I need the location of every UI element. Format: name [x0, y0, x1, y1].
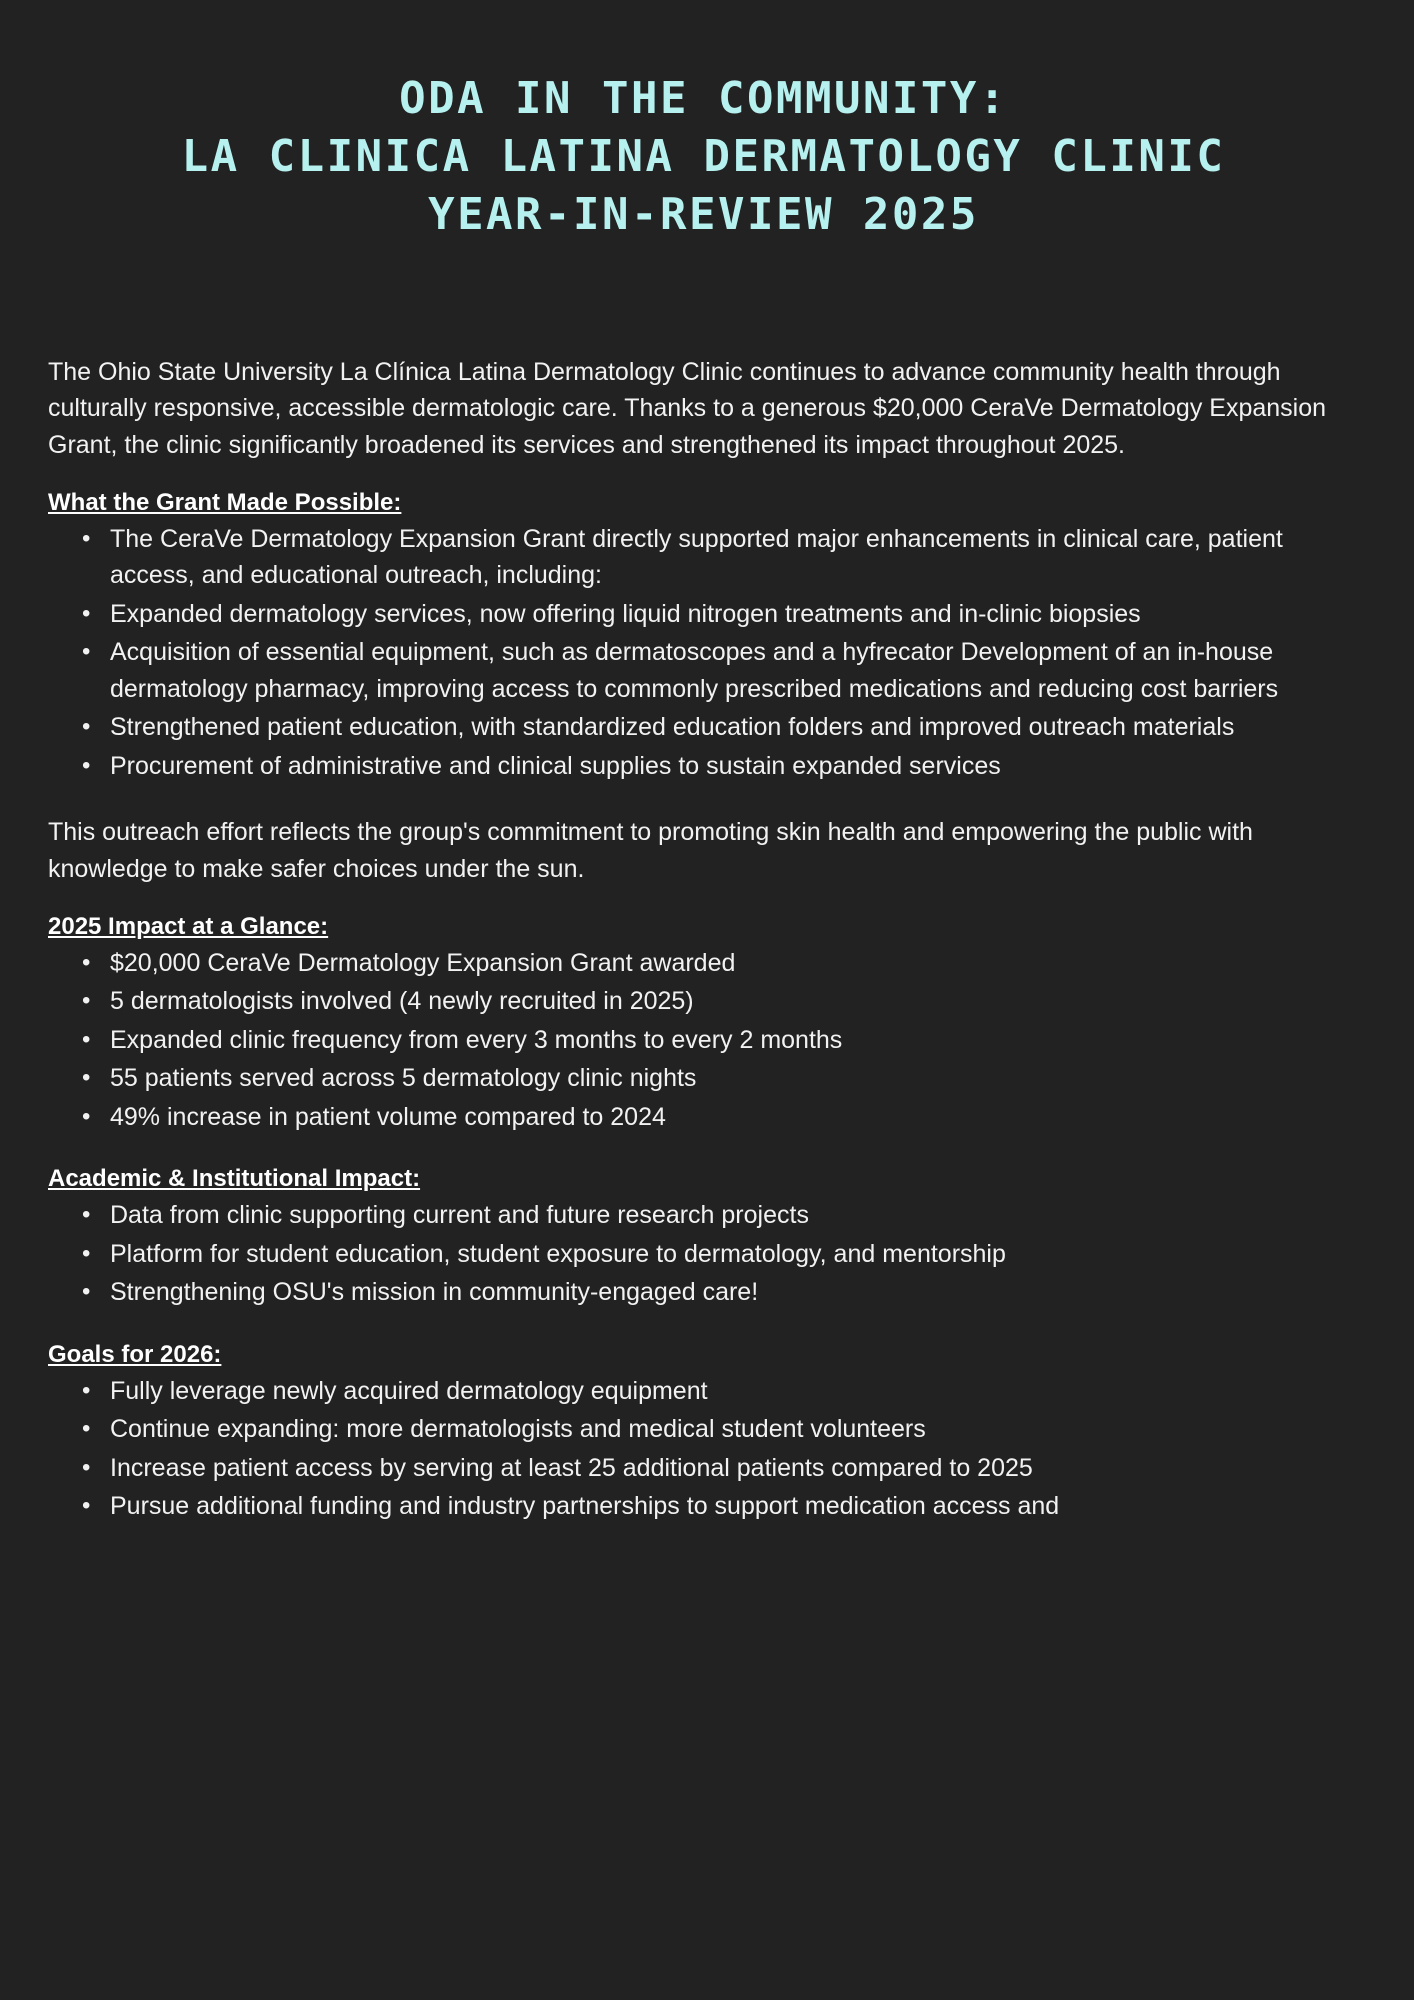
- list-item: • Data from clinic supporting current and future research projects: [110, 1197, 1359, 1234]
- list-item: • The CeraVe Dermatology Expansion Grant directly supported major enhancements in clinical care, patient access, and educational outreach, including:: [110, 521, 1359, 594]
- bullet-list-impact: [48, 945, 1359, 1136]
- section-heading-grant: What the Grant Made Possible:: [48, 488, 402, 516]
- intro-paragraph: The Ohio State University La Clínica Latina Dermatology Clinic continues to advance community health through culturally responsive, accessible dermatologic care. Thanks to a generous $20,000 CeraVe Dermatology Expansion Grant, the clinic significantly broadened its services and strengthened its impact throughout 2025.: [48, 358, 1327, 459]
- bullet-list-goals: [48, 1373, 1359, 1525]
- list-item: • Expanded clinic frequency from every 3 months to every 2 months: [110, 1022, 1359, 1059]
- section-heading-impact: 2025 Impact at a Glance:: [48, 912, 329, 940]
- title-line-1: ODA IN THE COMMUNITY:: [399, 73, 1008, 124]
- section-goals: [48, 1341, 1359, 1525]
- list-item: • 49% increase in patient volume compared to 2024: [110, 1099, 1359, 1136]
- list-item: • Platform for student education, student exposure to dermatology, and mentorship: [110, 1236, 1359, 1273]
- outreach-paragraph: This outreach effort reflects the group's commitment to promoting skin health and empowering the public with knowledge to make safer choices under the sun.: [48, 818, 1253, 883]
- document-title: [48, 60, 1359, 354]
- list-item: • Acquisition of essential equipment, such as dermatoscopes and a hyfrecator Development of an in-house dermatology pharmacy, improving access to commonly prescribed medications and reducing cost barriers: [110, 634, 1359, 707]
- list-item: • Procurement of administrative and clinical supplies to sustain expanded services: [110, 748, 1359, 785]
- section-impact: [48, 913, 1359, 1136]
- list-item: • 55 patients served across 5 dermatology clinic nights: [110, 1060, 1359, 1097]
- section-grant: [48, 489, 1359, 785]
- title-line-2: LA CLINICA LATINA DERMATOLOGY CLINIC: [181, 131, 1226, 183]
- list-item: • Continue expanding: more dermatologists and medical student volunteers: [110, 1411, 1359, 1448]
- section-heading-goals: Goals for 2026:: [48, 1340, 222, 1368]
- bullet-list-grant: [48, 521, 1359, 785]
- list-item: • Expanded dermatology services, now offering liquid nitrogen treatments and in-clinic biopsies: [110, 596, 1359, 633]
- list-item: • Strengthening OSU's mission in community-engaged care!: [110, 1274, 1359, 1311]
- list-item: • 5 dermatologists involved (4 newly recruited in 2025): [110, 983, 1359, 1020]
- section-heading-academic: Academic & Institutional Impact:: [48, 1165, 421, 1193]
- section-academic: [48, 1165, 1359, 1311]
- list-item: • Fully leverage newly acquired dermatology equipment: [110, 1373, 1359, 1410]
- bullet-list-academic: [48, 1197, 1359, 1311]
- title-line-3: YEAR-IN-REVIEW 2025: [428, 189, 979, 241]
- list-item: • Increase patient access by serving at least 25 additional patients compared to 2025: [110, 1450, 1359, 1487]
- list-item: • Strengthened patient education, with standardized education folders and improved outreach materials: [110, 709, 1359, 746]
- list-item: • Pursue additional funding and industry partnerships to support medication access and: [110, 1488, 1359, 1525]
- list-item: • $20,000 CeraVe Dermatology Expansion Grant awarded: [110, 945, 1359, 982]
